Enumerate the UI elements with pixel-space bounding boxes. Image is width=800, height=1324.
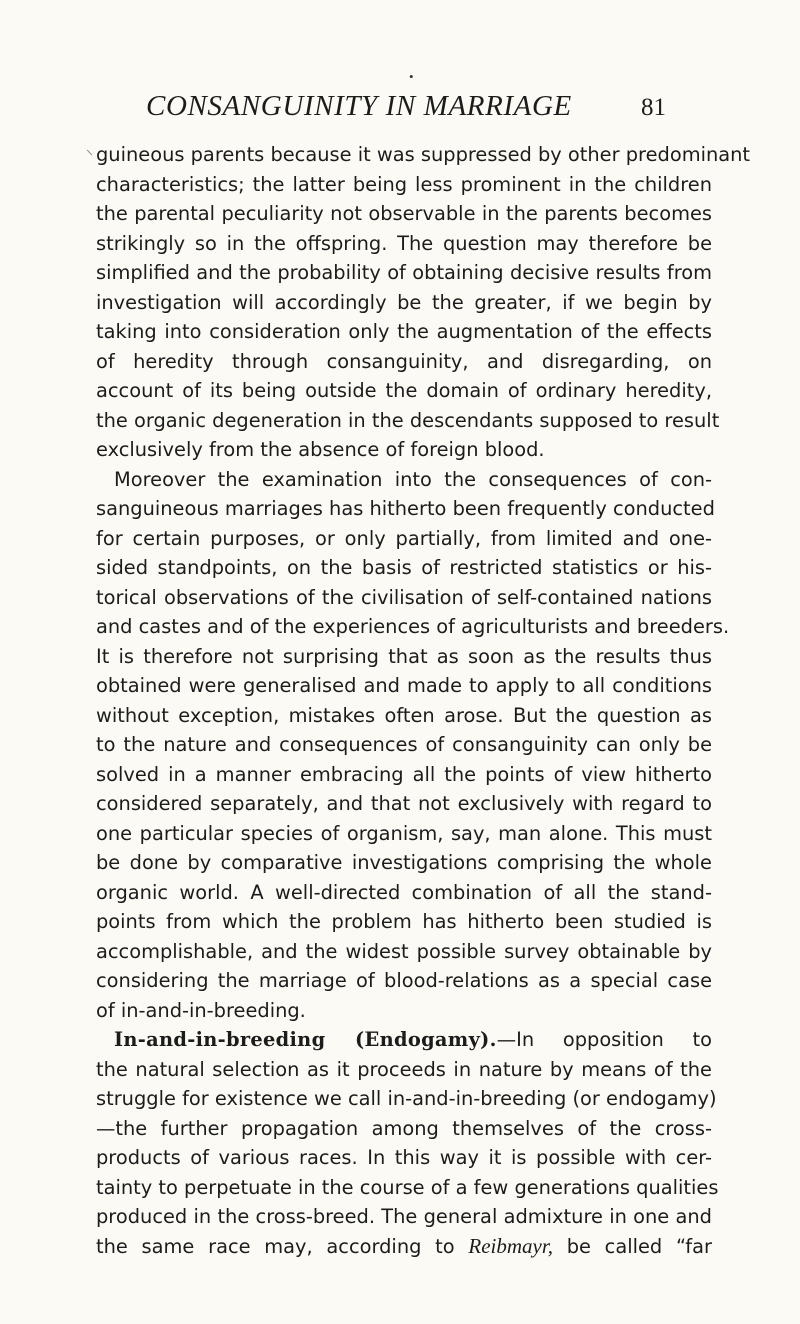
text-line: without exception, mistakes often arose. But the question as: [96, 703, 712, 727]
text-line: account of its being outside the domain of ordinary heredity,: [96, 379, 712, 402]
text-line: obtained were generalised and made to apply to all conditions: [96, 674, 712, 697]
text-line: It is therefore not surprising that as soon as the results thus: [96, 644, 712, 668]
text-line: characteristics; the latter being less prominent in the children: [96, 172, 712, 196]
text-line: investigation will accordingly be the greater, if we begin by: [96, 290, 712, 314]
text-line: of in-and-in-breeding.: [96, 998, 306, 1022]
section-first-line-text: —In opposition to: [496, 1028, 713, 1051]
text-line: the parental peculiarity not observable in the parents becomes: [96, 202, 712, 225]
text-line: considering the marriage of blood-relations as a special case: [96, 969, 712, 992]
page-header: [146, 86, 666, 126]
text-line: considered separately, and that not exclusively with regard to: [96, 792, 712, 815]
text-line: the organic degeneration in the descendants supposed to result: [96, 408, 720, 432]
text-line: sanguineous marriages has hitherto been frequently conducted: [96, 497, 715, 520]
text-line: strikingly so in the offspring. The question may therefore be: [96, 231, 712, 255]
text-line: of heredity through consanguinity, and disregarding, on: [96, 349, 712, 373]
text-line: the natural selection as it proceeds in nature by means of the: [96, 1057, 712, 1081]
page-number: 81: [641, 94, 666, 121]
text-line: —the further propagation among themselves of the cross-: [96, 1116, 712, 1140]
text-line: be done by comparative investigations comprising the whole: [96, 851, 712, 874]
text-line: struggle for existence we call in-and-in-breeding (or endogamy): [96, 1087, 717, 1110]
text-line: simplified and the probability of obtaining decisive results from: [96, 261, 712, 284]
text-line: and castes and of the experiences of agriculturists and breeders.: [96, 615, 730, 638]
text-line: tainty to perpetuate in the course of a few generations qualities: [96, 1175, 719, 1199]
body-text: [96, 140, 751, 1261]
text-line: taking into consideration only the augmentation of the effects: [96, 320, 712, 343]
text-line: torical observations of the civilisation of self-contained nations: [96, 585, 712, 609]
running-head: CONSANGUINITY IN MARRIAGE: [146, 90, 572, 122]
text-line: points from which the problem has hitherto been studied is: [96, 910, 712, 933]
author-name: Reibmayr,: [468, 1233, 553, 1258]
text-line: solved in a manner embracing all the points of view hitherto: [96, 762, 712, 786]
text-line: to the nature and consequences of consanguinity can only be: [96, 733, 712, 756]
text-line: Moreover the examination into the consequences of con-: [114, 467, 712, 491]
text-line: sided standpoints, on the basis of restricted statistics or his-: [96, 556, 712, 579]
final-text-line: [96, 1232, 712, 1262]
text-line: guineous parents because it was suppressed by other predominant: [96, 143, 751, 166]
text-line: exclusively from the absence of foreign blood.: [96, 438, 545, 461]
text-line: accomplishable, and the widest possible survey obtainable by: [96, 939, 712, 963]
top-mark: •: [409, 69, 414, 84]
margin-tick: [87, 150, 92, 156]
text-line: products of various races. In this way it is possible with cer-: [96, 1146, 712, 1169]
section-first-line: [96, 1025, 712, 1055]
final-line-end: be called “far: [552, 1234, 712, 1258]
text-line: produced in the cross-breed. The general admixture in one and: [96, 1205, 712, 1228]
text-line: one particular species of organism, say, man alone. This must: [96, 821, 712, 845]
text-line: for certain purposes, or only partially, from limited and one-: [96, 526, 712, 550]
section-heading: In-and-in-breeding (Endogamy).: [114, 1028, 497, 1051]
final-line-start: the same race may, according to: [96, 1234, 469, 1258]
text-line: organic world. A well-directed combination of all the stand-: [96, 880, 712, 904]
